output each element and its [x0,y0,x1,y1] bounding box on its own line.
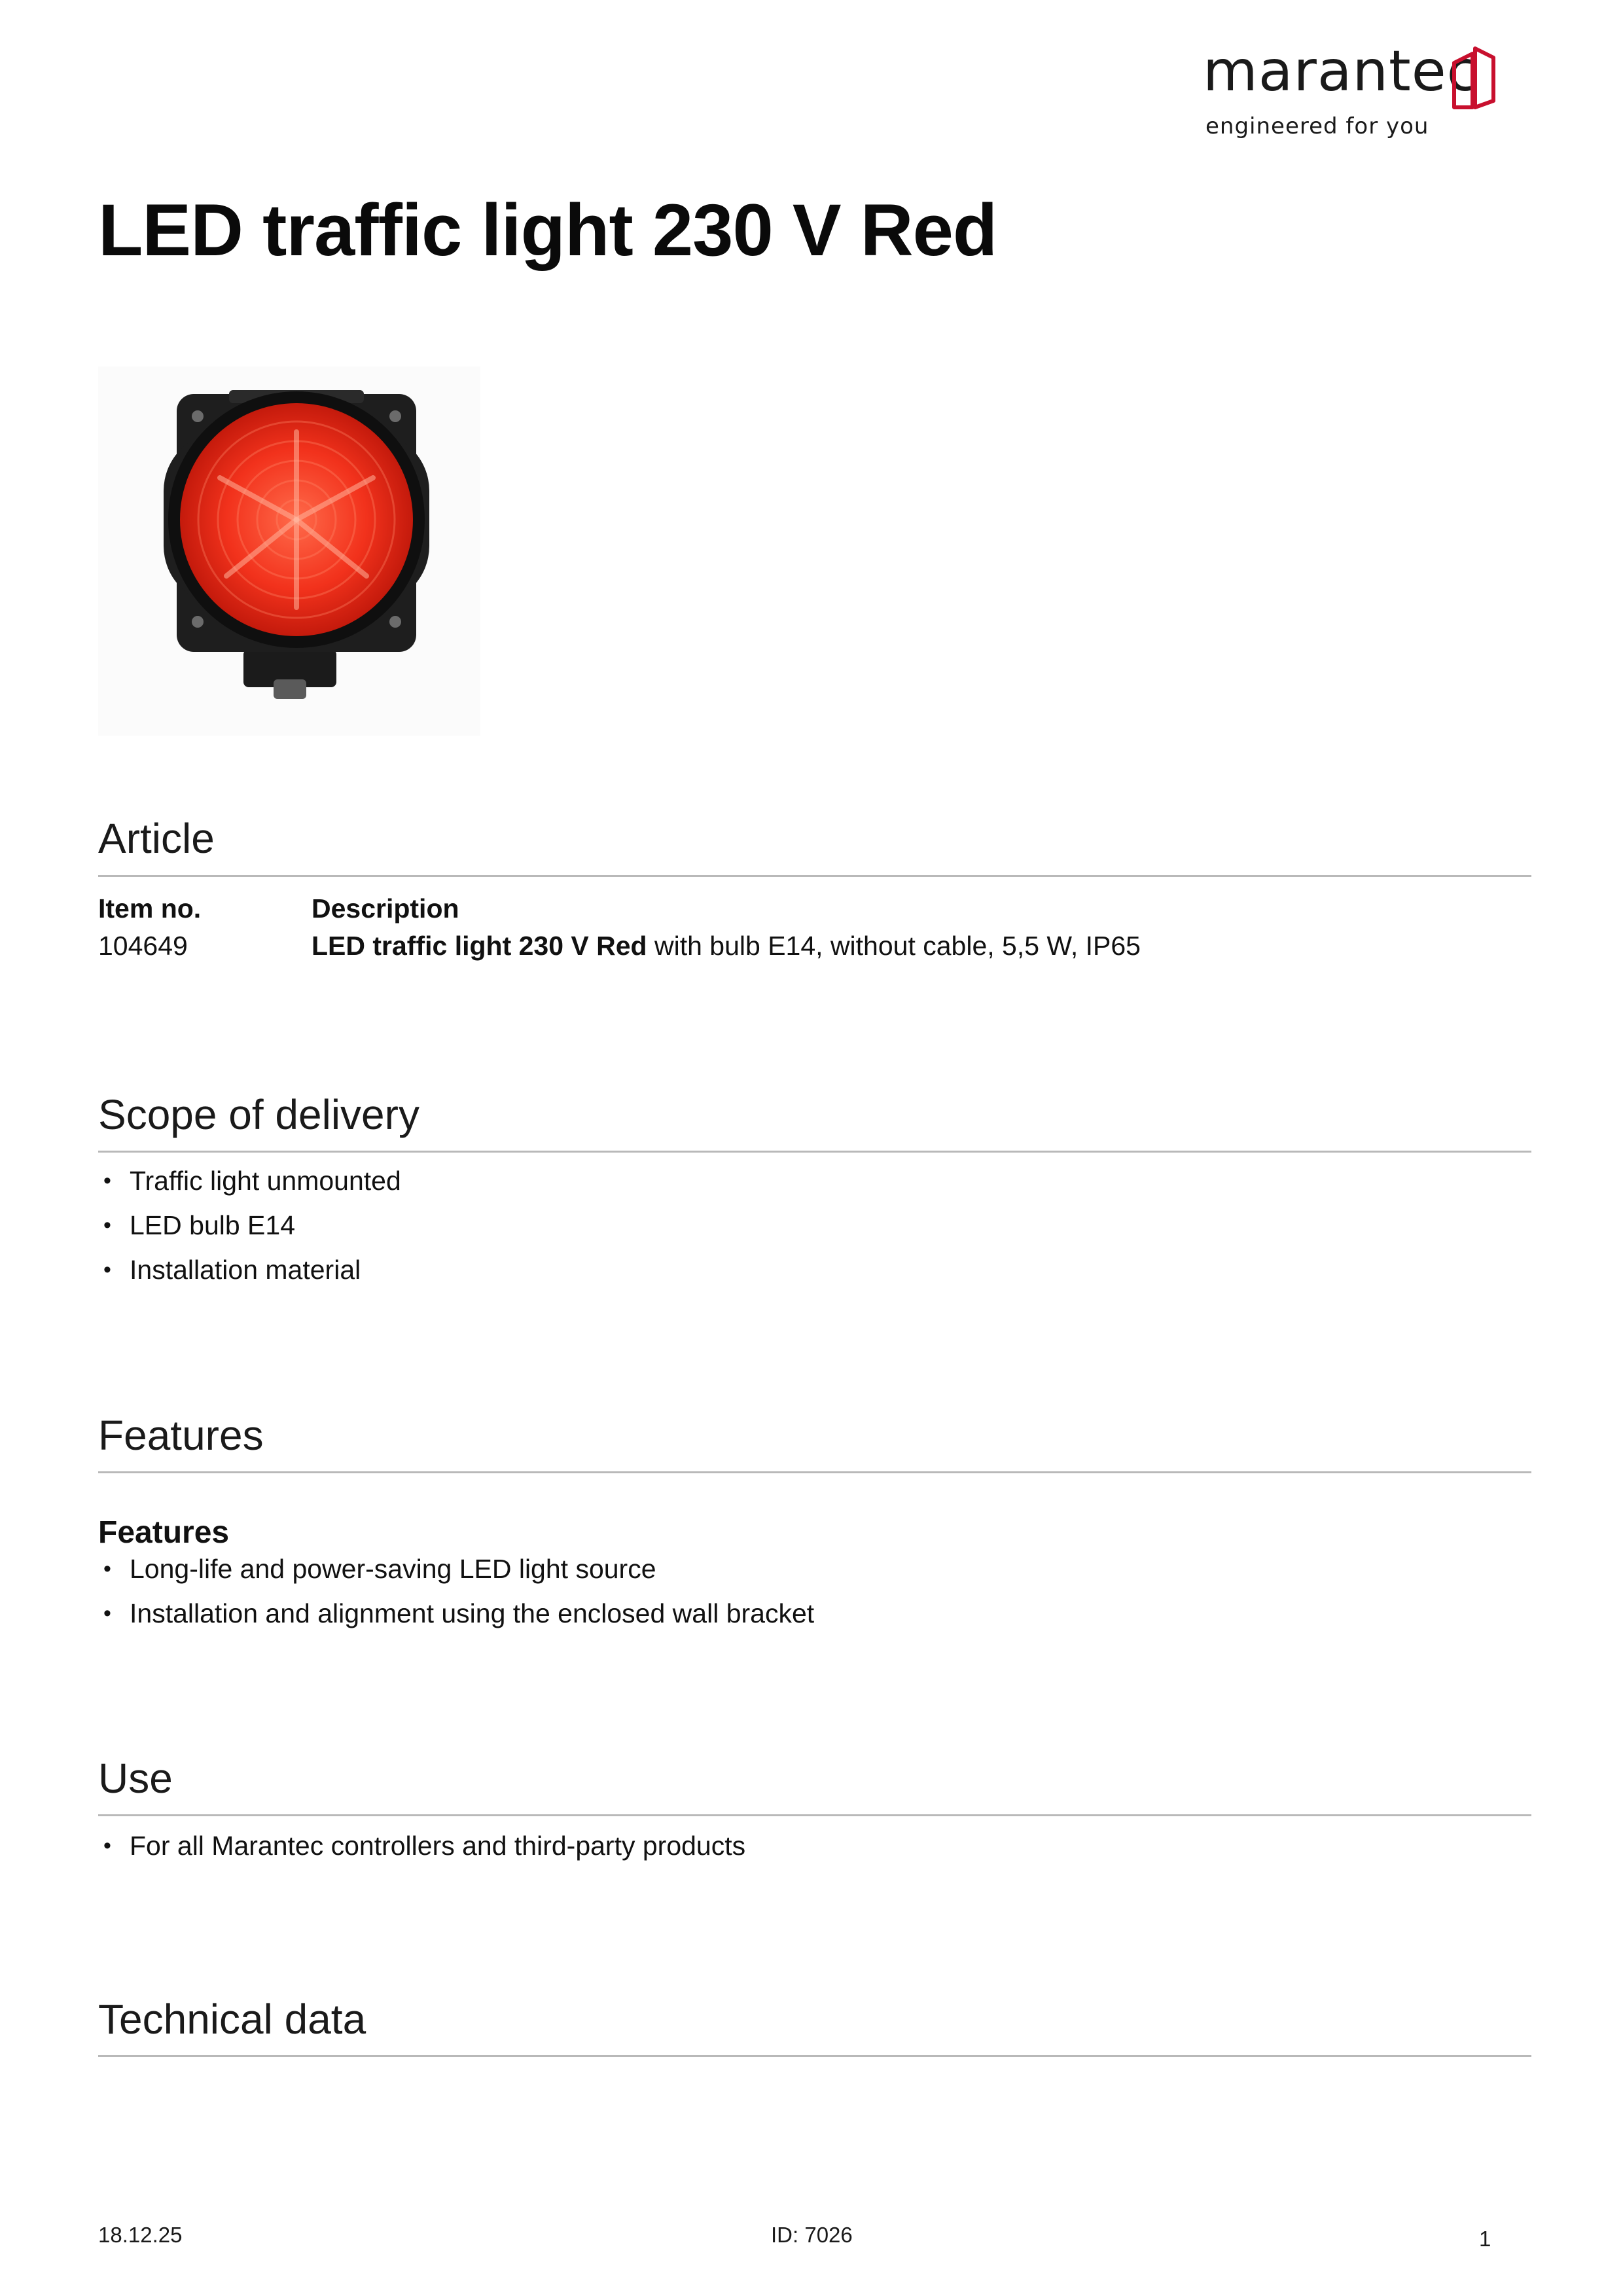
list-item [98,1823,745,1868]
bullet-icon: • [103,1833,111,1858]
description-details: with bulb E14, without cable, 5,5 W, IP65 [647,931,1141,961]
footer-id: ID: 7026 [771,2223,853,2247]
list-item [98,1591,814,1636]
description-label: Description [312,893,459,924]
page-number: 1 [1479,2227,1491,2251]
bullet-icon: • [103,1556,111,1581]
brand-mark-icon [1450,45,1497,113]
footer-date: 18.12.25 [98,2223,183,2247]
list-item-text: Installation and alignment using the enclosed wall bracket [130,1598,815,1628]
traffic-light-illustration [98,367,480,736]
list-item [98,1247,401,1292]
section-heading-features: Features [98,1412,264,1459]
list-item-text: Installation material [130,1255,361,1285]
section-heading-scope: Scope of delivery [98,1091,419,1138]
item-no-label: Item no. [98,893,202,924]
bullet-icon: • [103,1601,111,1626]
brand-logo [1203,39,1504,148]
page-title: LED traffic light 230 V Red [98,189,997,271]
use-list [98,1823,745,1868]
item-no-value: 104649 [98,931,188,961]
list-item [98,1547,814,1591]
bullet-icon: • [103,1168,111,1193]
divider [98,875,1531,877]
brand-name: marantec [1203,39,1478,104]
section-heading-article: Article [98,815,215,862]
list-item [98,1203,401,1247]
features-list [98,1547,814,1636]
list-item-text: Long-life and power-saving LED light source [130,1554,656,1584]
list-item-text: For all Marantec controllers and third-party products [130,1831,746,1861]
list-item-text: Traffic light unmounted [130,1166,401,1196]
product-image [98,367,480,736]
bullet-icon: • [103,1257,111,1282]
divider [98,1471,1531,1473]
bullet-icon: • [103,1213,111,1238]
description-value [312,933,1141,960]
features-subheading: Features [98,1515,230,1550]
scope-list [98,1158,401,1292]
divider [98,1814,1531,1816]
brand-tagline: engineered for you [1205,113,1429,139]
divider [98,2055,1531,2057]
list-item-text: LED bulb E14 [130,1210,296,1240]
description-product-name: LED traffic light 230 V Red [312,931,647,961]
divider [98,1151,1531,1153]
section-heading-technical: Technical data [98,1996,366,2043]
section-heading-use: Use [98,1755,173,1802]
list-item [98,1158,401,1203]
